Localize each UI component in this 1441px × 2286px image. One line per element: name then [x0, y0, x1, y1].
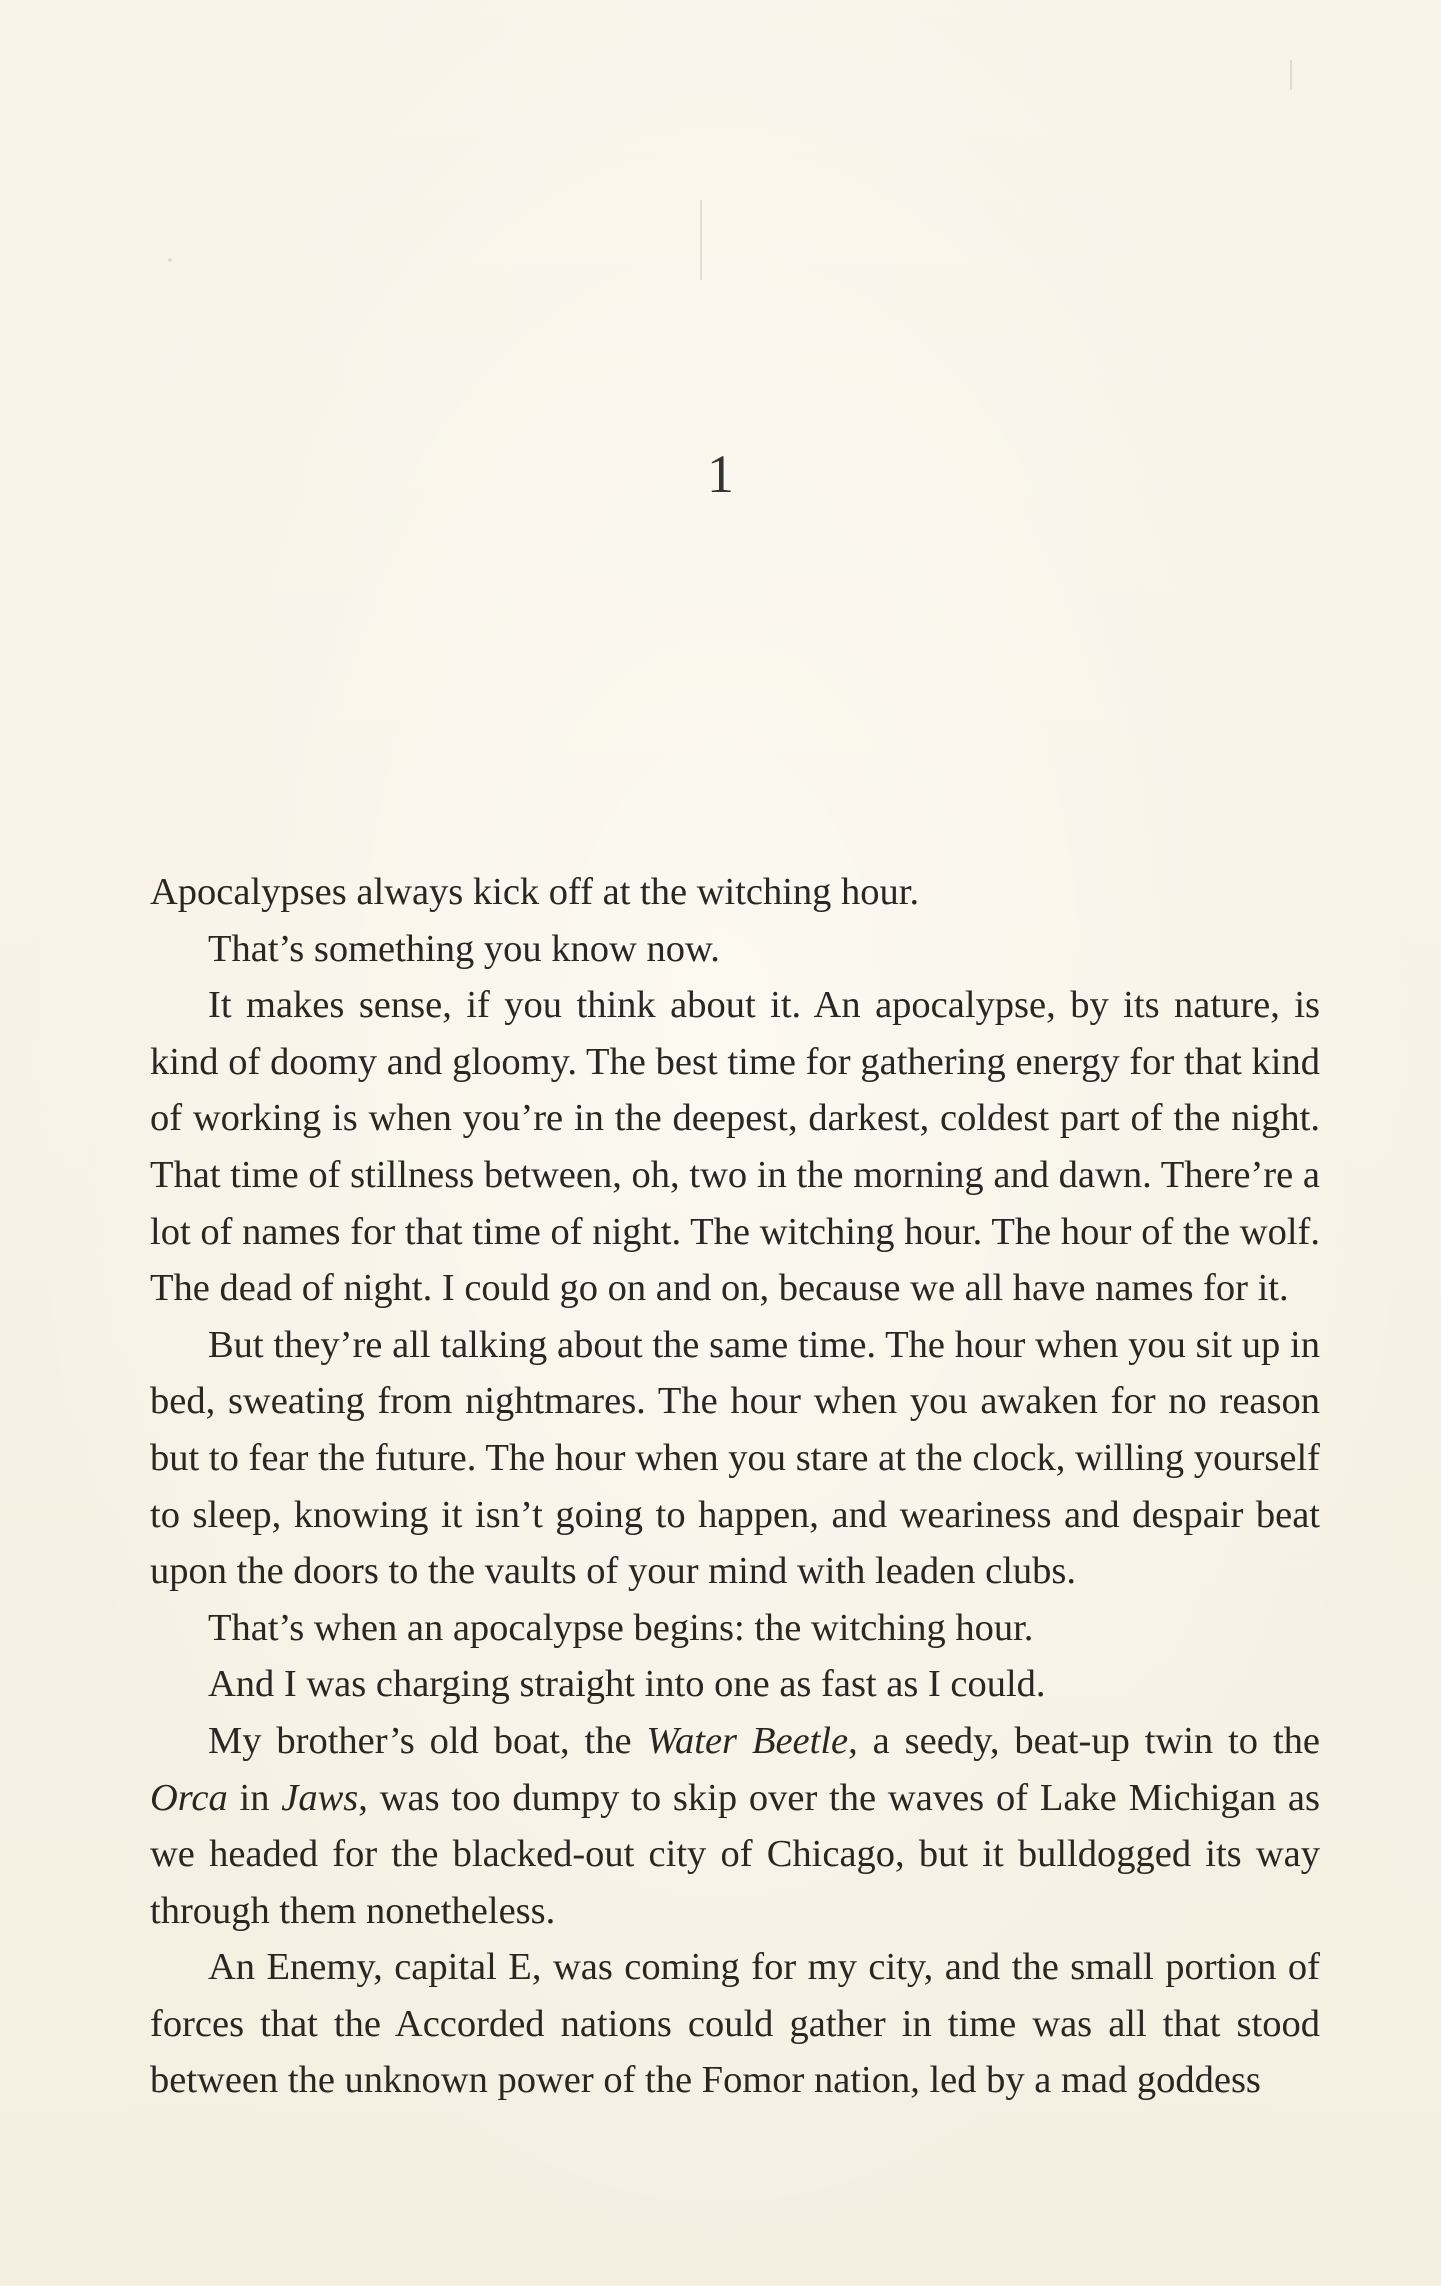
paragraph: Apocalypses always kick off at the witching hour. — [150, 871, 920, 913]
scan-artifact-dot — [168, 258, 172, 262]
chapter-body-text — [150, 864, 1320, 2109]
chapter-number: 1 — [707, 444, 734, 504]
text-run: , was too dumpy to skip over the waves of Lake Michigan as we headed for the blacked-out city of Chicago, but it bulldogged its way through them nonetheless. — [150, 1776, 1320, 1932]
paragraph: That’s when an apocalypse begins: the witching hour. — [208, 1606, 1034, 1649]
film-title: Jaws — [281, 1776, 359, 1819]
paragraph: That’s something you know now. — [208, 927, 720, 970]
scan-artifact-line — [700, 200, 702, 280]
text-run: , a seedy, beat-up twin to the — [848, 1719, 1320, 1762]
scan-artifact-line — [1290, 60, 1292, 90]
text-run: in — [227, 1776, 282, 1819]
paragraph: And I was charging straight into one as fast as I could. — [208, 1663, 1046, 1706]
paragraph: But they’re all talking about the same time. The hour when you sit up in bed, sweating from nightmares. The hour when you awaken for no reason but to fear the future. The hour when you stare at the clock, willing yourself to sleep, knowing it isn’t going to happen, and weariness and despair beat upon the doors to the vaults of your mind with leaden clubs. — [150, 1323, 1320, 1593]
boat-name: Water Beetle — [646, 1719, 849, 1762]
paragraph: It makes sense, if you think about it. An apocalypse, by its nature, is kind of doomy and gloomy. The best time for gathering energy for that kind of working is when you’re in the deepest, darkest, coldest part of the night. That time of stillness between, oh, two in the morning and dawn. There’re a lot of names for that time of night. The witching hour. The hour of the wolf. The dead of night. I could go on and on, because we all have names for it. — [150, 984, 1320, 1310]
boat-name: Orca — [150, 1776, 228, 1819]
text-run: My brother’s old boat, the — [208, 1719, 647, 1762]
paragraph: An Enemy, capital E, was coming for my city, and the small portion of forces that the Accorded nations could gather in time was all that stood between the unknown power of the Fomor nation, led by a mad goddess — [150, 1946, 1320, 2102]
paragraph — [150, 1713, 1320, 1939]
